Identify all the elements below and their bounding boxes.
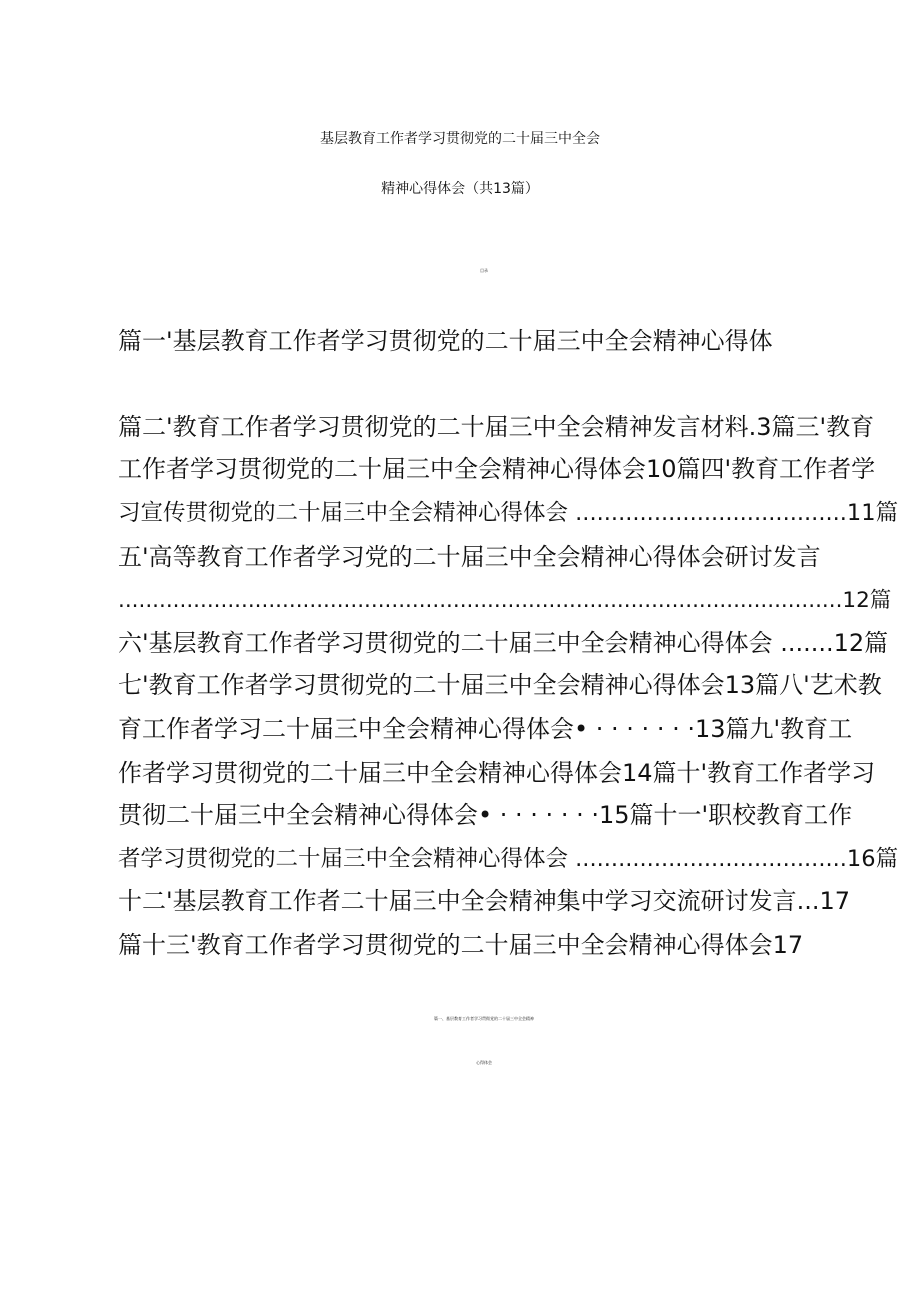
toc-line: 五'高等教育工作者学习党的二十届三中全会精神心得体会研讨发言	[118, 543, 821, 571]
toc-line: 七'教育工作者学习贯彻党的二十届三中全会精神心得体会13篇八'艺术教	[118, 671, 882, 699]
toc-line: ..........................................................................................................12篇	[118, 588, 892, 613]
toc-line: 十二'基层教育工作者二十届三中全会精神集中学习交流研讨发言...17	[118, 887, 851, 915]
section-title-line-1: 篇一、基层教育工作者学习贯彻党的二十届三中全会精神	[434, 1016, 534, 1021]
toc-heading: 目录	[480, 268, 488, 273]
section-title-line-2: 心得体会	[476, 1060, 492, 1065]
toc-line: 篇十三'教育工作者学习贯彻党的二十届三中全会精神心得体会17	[118, 931, 804, 959]
toc-line: 篇二'教育工作者学习贯彻党的二十届三中全会精神发言材料.3篇三'教育	[118, 413, 875, 441]
toc-line: 者学习贯彻党的二十届三中全会精神心得体会 ......................................16篇	[118, 846, 899, 872]
toc-line: 六'基层教育工作者学习贯彻党的二十届三中全会精神心得体会 .......12篇	[118, 629, 889, 657]
toc-line: 育工作者学习二十届三中全会精神心得体会• · · · · · · ·13篇九'教育工	[118, 715, 853, 743]
document-title-line-2: 精神心得体会（共13篇）	[381, 181, 539, 197]
toc-line: 工作者学习贯彻党的二十届三中全会精神心得体会10篇四'教育工作者学	[118, 455, 876, 483]
toc-line: 习宣传贯彻党的二十届三中全会精神心得体会 ......................................11篇	[118, 500, 899, 526]
toc-line: 贯彻二十届三中全会精神心得体会• · · · · · · ·15篇十一'职校教育工作	[118, 801, 853, 829]
document-title-line-1: 基层教育工作者学习贯彻党的二十届三中全会	[320, 131, 600, 147]
toc-line: 作者学习贯彻党的二十届三中全会精神心得体会14篇十'教育工作者学习	[118, 759, 876, 787]
toc-line: 篇一'基层教育工作者学习贯彻党的二十届三中全会精神心得体	[118, 327, 773, 355]
